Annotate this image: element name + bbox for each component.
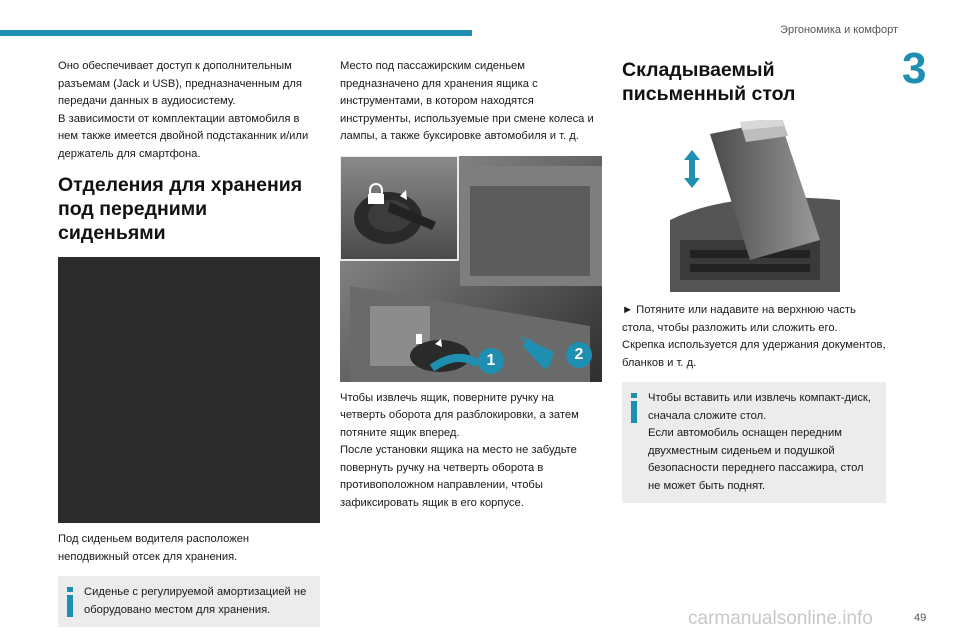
info-text: Если автомобиль оснащен передним двухместным сиденьем и подушкой безопасности переднего пассажира, стол не может быть поднят. [648,427,864,492]
heading-storage-under-seats: Отделения для хранения под передними сиденьями [58,174,303,244]
paragraph: Оно обеспечивает доступ к дополнительным разъемам (Jack и USB), предназначенным для передачи данных в аудиосистему. [58,60,302,107]
heading-folding-desk: Складываемый письменный стол [622,59,796,105]
paragraph: В зависимости от комплектации автомобиля в нем также имеется двойной подстаканник и/или держатель для смартфона. [58,112,309,160]
toolbox-photo [340,156,602,382]
column-left [58,58,320,627]
info-box [58,576,320,627]
section-title: Эргономика и комфорт [780,24,898,36]
header-accent-bar [0,30,472,36]
info-text: Чтобы вставить или извлечь компакт-диск, сначала сложите стол. [648,392,871,422]
info-text: Сиденье с регулируемой амортизацией не оборудовано местом для хранения. [84,586,307,616]
paragraph: После установки ящика на место не забудьте повернуть ручку на четверть оборота в противоположном направлении, чтобы зафиксировать ящик в его корпусе. [340,444,577,509]
info-icon [66,584,76,619]
paragraph: Место под пассажирским сиденьем предназначено для хранения ящика с инструментами, в котором находятся инструменты, используемые при смене колеса и лампы, а также буксировке автомобиля и т. д. [340,60,594,142]
callout-1: 1 [478,348,504,374]
paragraph: Чтобы извлечь ящик, поверните ручку на четверть оборота для разблокировки, а затем потяните ящик вперед. [340,391,579,439]
info-box [622,382,886,503]
column-middle [340,58,602,512]
image-caption: Под сиденьем водителя расположен неподвижный отсек для хранения. [58,533,250,563]
page-number: 49 [914,612,927,624]
info-icon [630,390,640,495]
storage-image [58,257,320,523]
column-right [622,58,886,503]
chapter-number: 3 [902,44,927,93]
folding-desk-image [670,120,840,292]
callout-2: 2 [566,342,592,368]
instruction-step: ► Потяните или надавите на верхнюю часть стола, чтобы разложить или сложить его. [622,304,856,334]
paragraph: Скрепка используется для удержания документов, бланков и т. д. [622,339,886,369]
watermark: carmanualsonline.info [688,608,873,629]
